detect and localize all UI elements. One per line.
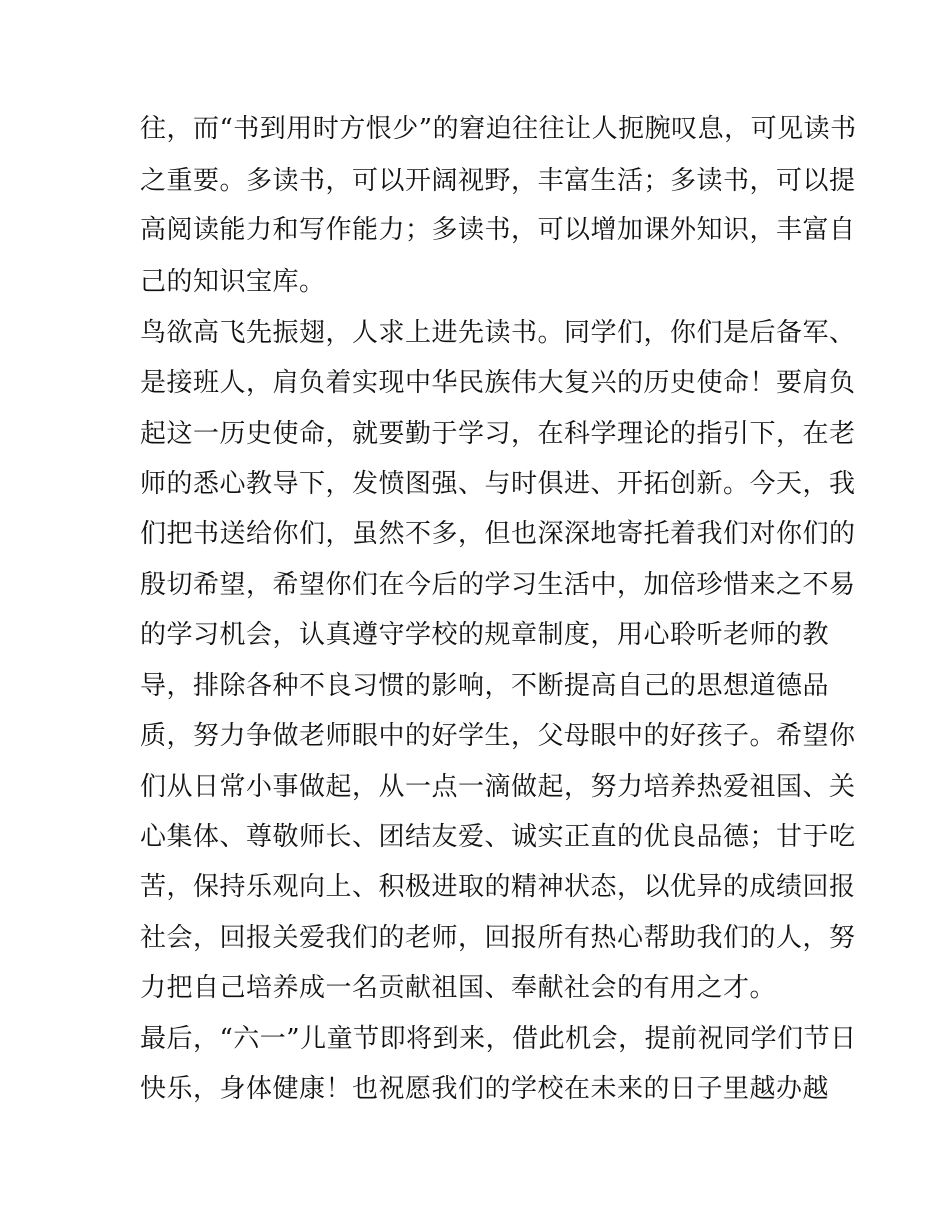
text-line: 最后，“六一”儿童节即将到来，借此机会，提前祝同学们节日: [140, 1024, 857, 1054]
text-line: 师的悉心教导下，发愤图强、与时俱进、开拓创新。今天，我: [140, 469, 856, 499]
text-line: 们从日常小事做起，从一点一滴做起，努力培养热爱祖国、关: [140, 772, 856, 802]
text-line: 是接班人，肩负着实现中华民族伟大复兴的历史使命！要肩负: [140, 368, 856, 398]
text-line: 之重要。多读书，可以开阔视野，丰富生活；多读书，可以提: [140, 166, 856, 196]
text-line: 质，努力争做老师眼中的好学生，父母眼中的好孩子。希望你: [140, 721, 856, 751]
text-line: 起这一历史使命，就要勤于学习，在科学理论的指引下，在老: [140, 419, 856, 449]
text-line: 鸟欲高飞先振翅，人求上进先读书。同学们，你们是后备军、: [140, 318, 856, 348]
text-line: 殷切希望，希望你们在今后的学习生活中，加倍珍惜来之不易: [140, 570, 856, 600]
text-line: 导，排除各种不良习惯的影响，不断提高自己的思想道德品: [140, 671, 830, 701]
text-line: 己的知识宝库。: [140, 267, 326, 297]
text-line: 高阅读能力和写作能力；多读书，可以增加课外知识，丰富自: [140, 215, 856, 245]
text-line: 们把书送给你们，虽然不多，但也深深地寄托着我们对你们的: [140, 519, 856, 549]
text-line: 力把自己培养成一名贡献祖国、奉献社会的有用之才。: [140, 973, 777, 1003]
text-line: 社会，回报关爱我们的老师，回报所有热心帮助我们的人，努: [140, 923, 856, 953]
text-line: 的学习机会，认真遵守学校的规章制度，用心聆听老师的教: [140, 620, 830, 650]
text-line: 苦，保持乐观向上、积极进取的精神状态，以优异的成绩回报: [140, 872, 856, 902]
text-line: 快乐，身体健康！也祝愿我们的学校在未来的日子里越办越: [140, 1074, 830, 1104]
text-line: 心集体、尊敬师长、团结友爱、诚实正直的优良品德；甘于吃: [140, 822, 856, 852]
text-line: 往，而“书到用时方恨少”的窘迫往往让人扼腕叹息，可见读书: [140, 114, 857, 144]
